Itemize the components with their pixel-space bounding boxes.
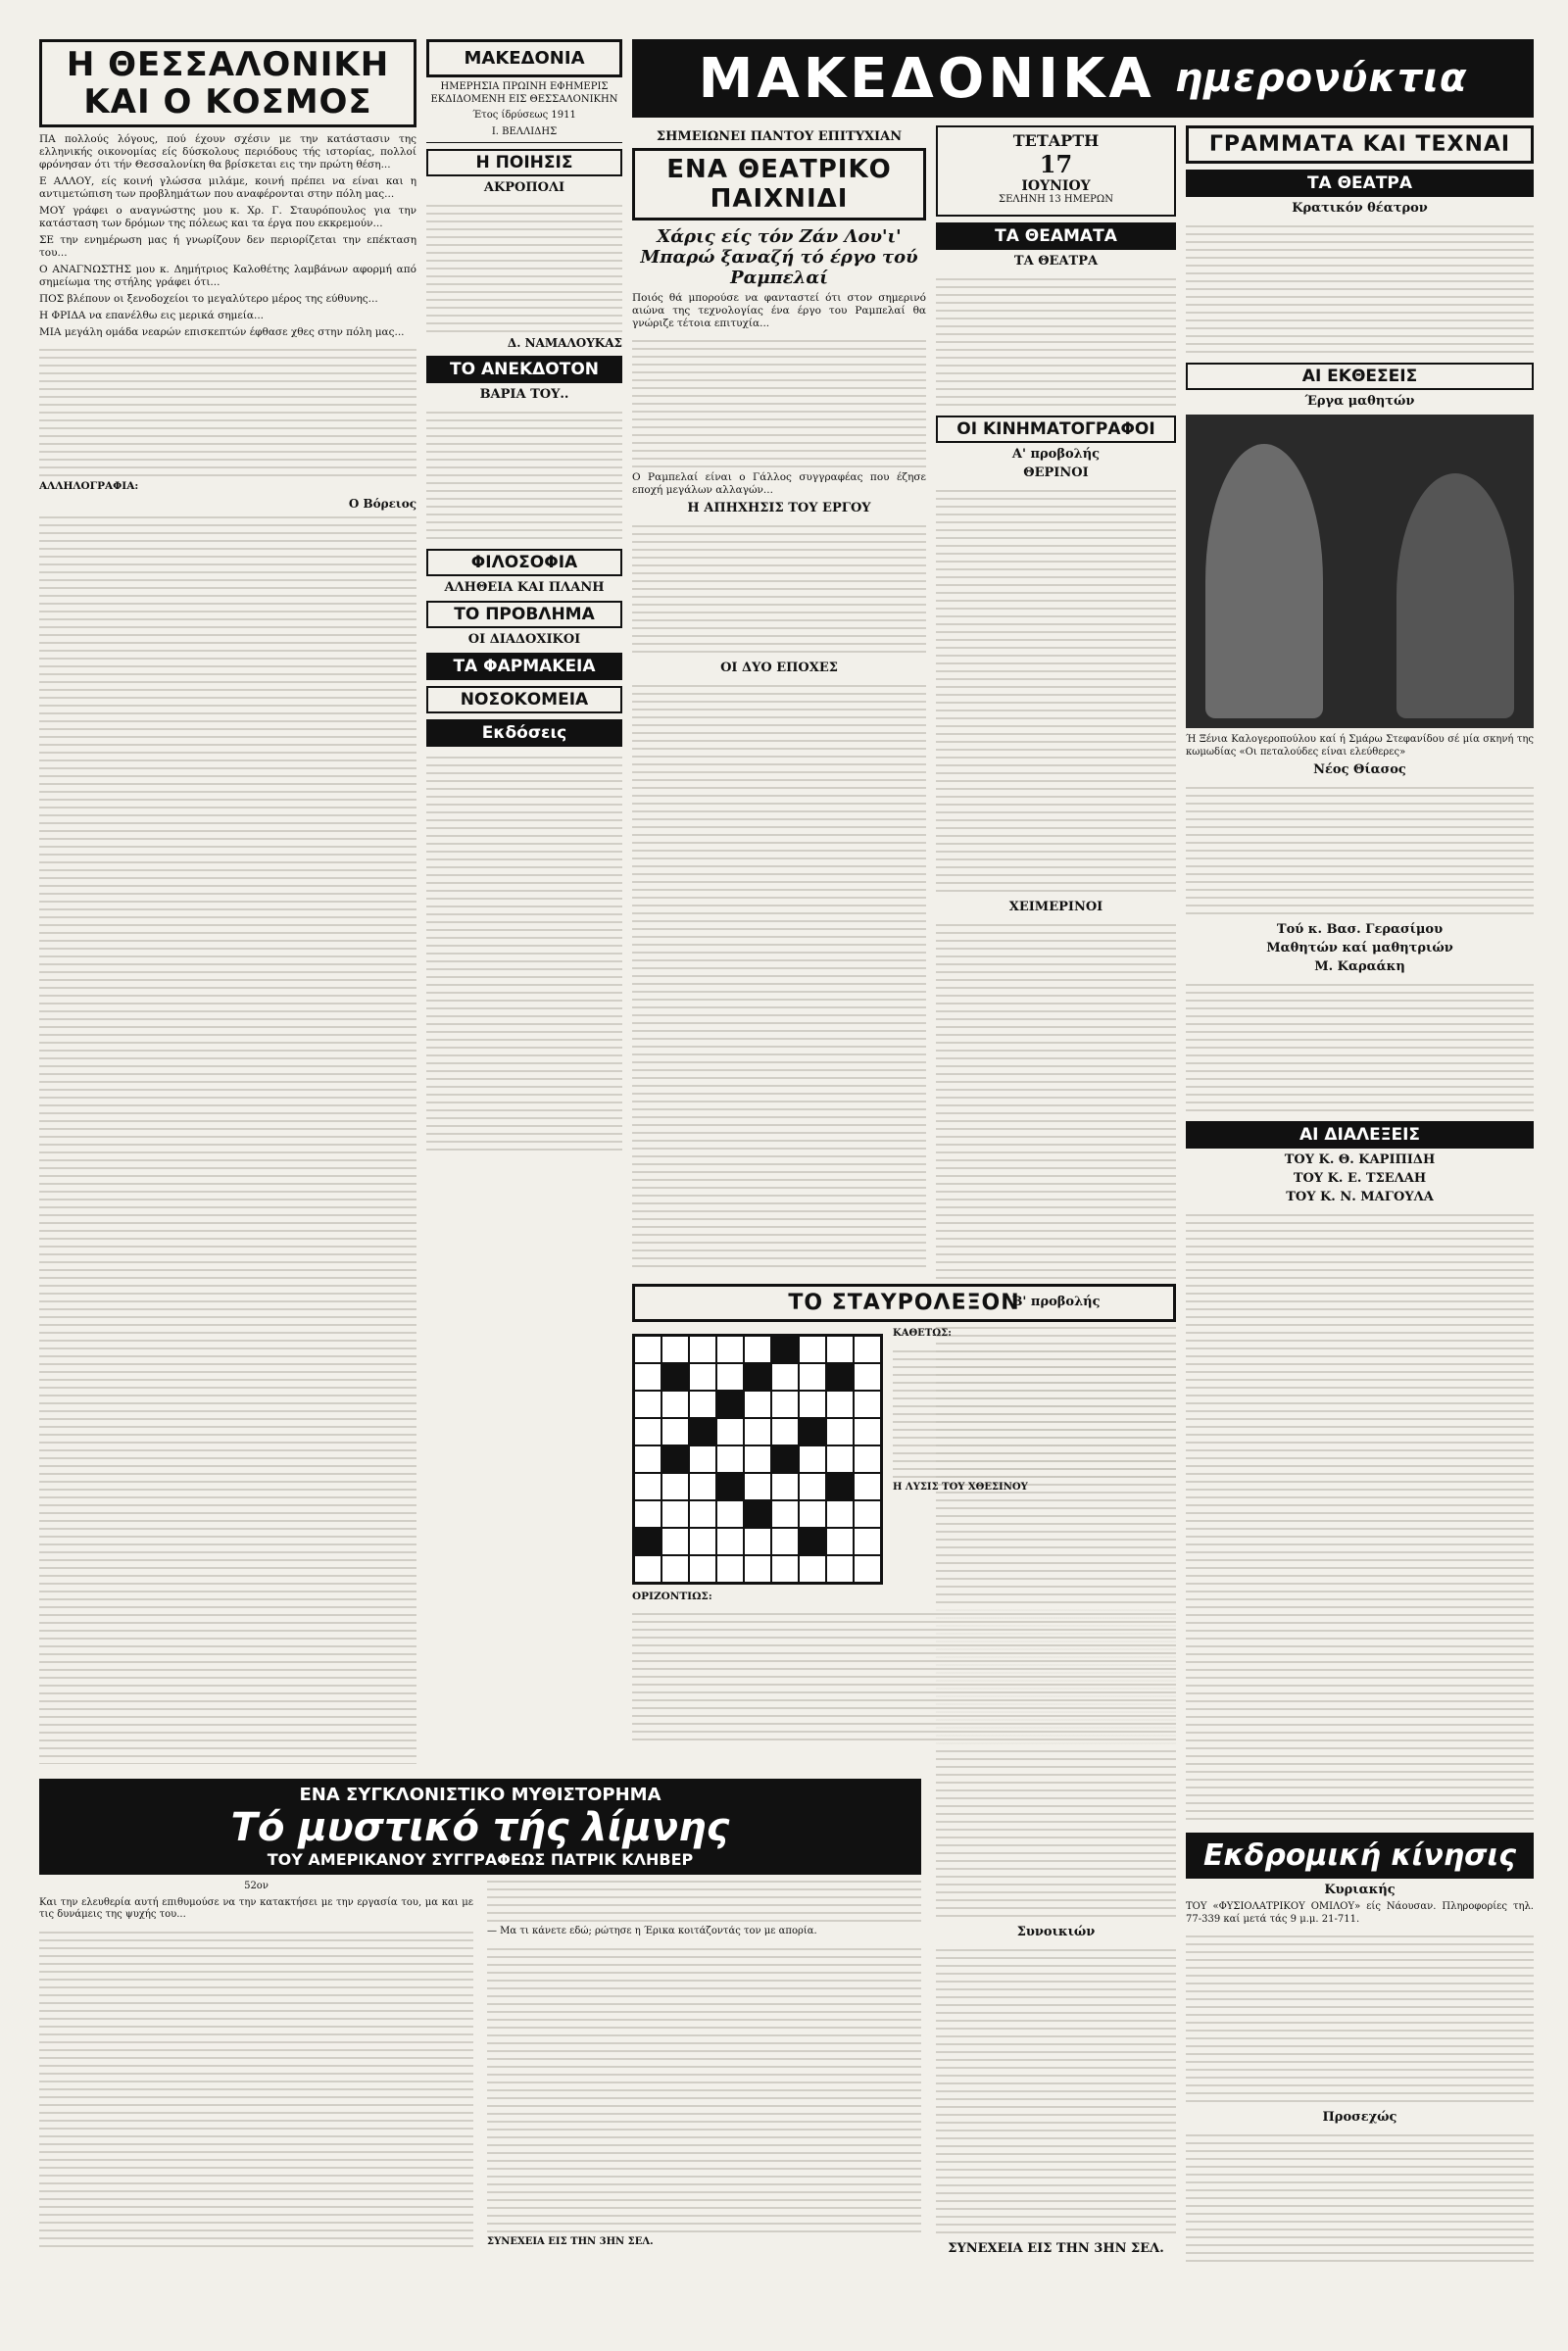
left-column [39, 39, 416, 1764]
crossword-cell [716, 1336, 744, 1363]
crossword-cell [662, 1555, 689, 1583]
crossword-cell [689, 1336, 716, 1363]
crossword-vertical-clues [893, 1345, 1176, 1482]
crossword-cell [854, 1336, 881, 1363]
crossword-cell [662, 1391, 689, 1418]
theatre-kicker: ΣΗΜΕΙΩΝΕΙ ΠΑΝΤΟΥ ΕΠΙΤΥΧΙΑΝ [656, 129, 903, 144]
date-num: 17 [1039, 150, 1073, 178]
crossword-cell [799, 1363, 826, 1391]
crossword-cell [634, 1445, 662, 1473]
crossword-cell [634, 1473, 662, 1500]
theatre-text-block [632, 334, 926, 471]
poet-name: Δ. ΝΑΜΑΛΟΥΚΑΣ [507, 336, 622, 350]
crossword-cell [662, 1445, 689, 1473]
summer-label: ΘΕΡΙΝΟΙ [1023, 465, 1089, 480]
summer-cinema-list [936, 484, 1176, 896]
crossword-cell [744, 1473, 771, 1500]
crossword-cell [799, 1418, 826, 1445]
crossword-cell [826, 1473, 854, 1500]
poetry-title: ΑΚΡΟΠΟΛΙ [483, 180, 565, 195]
masthead-sub: ημερονύκτια [1174, 56, 1468, 101]
crossword-cell [771, 1336, 799, 1363]
crossword-cell [716, 1528, 744, 1555]
makedonia-publisher: Ι. ΒΕΛΛΙΔΗΣ [491, 125, 558, 137]
left-para-7: Η ΦΡΙΔΑ να επανέλθω εις μερικά σημεία... [39, 310, 265, 321]
theatre-text-block-2 [632, 519, 926, 657]
makedonia-est: Έτος ίδρύσεως 1911 [472, 110, 576, 121]
crossword-cell [634, 1500, 662, 1528]
excursions-sunday: Κυριακής [1324, 1883, 1396, 1897]
crossword-cell [689, 1445, 716, 1473]
crossword-cell [662, 1336, 689, 1363]
arts-theatre-text [1186, 220, 1534, 357]
theatre-subhead-2: Η ΑΠΗΧΗΣΙΣ ΤΟΥ ΕΡΓΟΥ [687, 501, 871, 515]
anecdote-head: ΤΟ ΑΝΕΚΔΟΤΟΝ [426, 356, 622, 383]
crossword-cell [771, 1500, 799, 1528]
serial-continued: ΣΥΝΕΧΕΙΑ ΕΙΣ ΤΗΝ 3ΗΝ ΣΕΛ. [487, 2235, 654, 2247]
left-para-2: Ε ΑΛΛΟΥ, είς κοινή γλώσσα μιλάμε, κοινή πρέπει να είναι και η αντιμετώπιση των προβλημάτων που αναφέρονται στην πόλη μας... [39, 175, 416, 200]
masthead [632, 39, 1534, 118]
crossword-cell [634, 1418, 662, 1445]
crossword-cell [716, 1445, 744, 1473]
lectures-head: ΑΙ ΔΙΑΛΕΞΕΙΣ [1186, 1121, 1534, 1149]
crossword-solution-label: Η ΛΥΣΙΣ ΤΟΥ ΧΘΕΣΙΝΟΥ [893, 1481, 1028, 1493]
problem-head: ΤΟ ΠΡΟΒΛΗΜΑ [426, 601, 622, 628]
crossword-cell [689, 1528, 716, 1555]
crossword-cell [662, 1500, 689, 1528]
crossword-cell [771, 1391, 799, 1418]
theatre-text-block-3 [632, 679, 926, 1272]
crossword-cell [634, 1391, 662, 1418]
crossword-cell [854, 1473, 881, 1500]
left-title: Η ΘΕΣΣΑΛΟΝΙΚΗ ΚΑΙ Ο ΚΟΣΜΟΣ [39, 39, 416, 127]
neighborhood-label: Συνοικιών [1016, 1924, 1096, 1939]
poetry-text [426, 199, 622, 336]
serial-header [39, 1779, 921, 1875]
crossword-cell [634, 1363, 662, 1391]
serial-top: ΕΝΑ ΣΥΓΚΛΟΝΙΣΤΙΚΟ ΜΥΘΙΣΤΟΡΗΜΑ [299, 1785, 662, 1805]
crossword-cell [634, 1528, 662, 1555]
crossword-cell [744, 1418, 771, 1445]
listings-column [936, 125, 1176, 2330]
crossword-cell [662, 1473, 689, 1500]
serial-body-1: Και την ελευθερία αυτή επιθυμούσε να την κατακτήσει με την εργασία του, μα και με τις δυνάμεις της ψυχής του... [39, 1896, 473, 1920]
crossword-cell [744, 1555, 771, 1583]
date-day: ΤΕΤΑΡΤΗ [1012, 131, 1100, 150]
crossword-horizontal-clues [632, 1607, 1176, 1744]
crossword-cell [662, 1418, 689, 1445]
arts-theatre-head: ΤΑ ΘΕΑΤΡΑ [1186, 170, 1534, 197]
crossword-cell [854, 1528, 881, 1555]
crossword-cell [799, 1391, 826, 1418]
winter-label: ΧΕΙΜΕΡΙΝΟΙ [1008, 899, 1103, 914]
crossword-cell [689, 1473, 716, 1500]
crossword-cell [771, 1445, 799, 1473]
crossword-cell [771, 1363, 799, 1391]
serial-author: ΤΟΥ ΑΜΕΡΙΚΑΝΟΥ ΣΥΓΓΡΑΦΕΩΣ ΠΑΤΡΙΚ ΚΛΗΒΕΡ [267, 1850, 694, 1869]
left-para-5: Ο ΑΝΑΓΝΩΣΤΗΣ μου κ. Δημήτριος Καλοθέτης λαμβάνων αφορμή από σημείωμα της στήλης γράφει ότι... [39, 264, 416, 288]
masthead-title: ΜΑΚΕΔΟΝΙΚΑ [698, 46, 1155, 111]
left-para-1: ΠΑ πολλούς λόγους, πού έχουν σχέσιν με την κατάστασιν της ελληνικής οικονομίας είς δύσκολους περιόδους τής ιστορίας, πολλοί φρόνησαν ότι τήν Θεσσαλονίκη θα βρίσκεται εις την πρώτη θέση... [39, 133, 416, 171]
crossword-cell [634, 1555, 662, 1583]
date-info: ΣΕΛΗΝΗ 13 ΗΜΕΡΩΝ [999, 194, 1113, 205]
philosophy-title: ΑΛΗΘΕΙΑ ΚΑΙ ΠΛΑΝΗ [444, 580, 605, 595]
crossword-cell [634, 1336, 662, 1363]
divider [426, 142, 622, 143]
crossword-cell [689, 1555, 716, 1583]
crossword-cell [826, 1336, 854, 1363]
date-month: ΙΟΥΝΙΟΥ [1021, 178, 1091, 194]
arts-head: ΓΡΑΜΜΑΤΑ ΚΑΙ ΤΕΧΝΑΙ [1186, 125, 1534, 164]
crossword-cell [771, 1528, 799, 1555]
crossword-cell [826, 1391, 854, 1418]
crossword-cell [826, 1445, 854, 1473]
photo-caption: Ή Ξένια Καλογεροπούλου καί ή Σμάρω Στεφανίδου σέ μία σκηνή της κωμωδίας «Οι πεταλούδες είναι ελεύθερες» [1186, 734, 1534, 758]
crossword-cell [744, 1500, 771, 1528]
crossword-cell [854, 1391, 881, 1418]
makedonia-column [426, 39, 622, 1156]
arts-theatre-sub: Κρατικόν θέατρον [1292, 201, 1428, 216]
serial-part: 52ον [244, 1881, 269, 1891]
exhibitions-sub: Έργα μαθητών [1304, 394, 1415, 409]
crossword-cell [826, 1418, 854, 1445]
theatre-body-2: Ο Ραμπελαί είναι ο Γάλλος συγγραφέας που έζησε εποχή μεγάλων αλλαγών... [632, 471, 926, 496]
anecdote-title: ΒΑΡΙΑ ΤΟΥ.. [479, 387, 569, 402]
crossword-cell [716, 1500, 744, 1528]
crossword-cell [662, 1363, 689, 1391]
crossword-cell [799, 1500, 826, 1528]
exhibits-text [1186, 978, 1534, 1115]
exhibitions-head: ΑΙ ΕΚΘΕΣΕΙΣ [1186, 363, 1534, 390]
anecdote-text [426, 406, 622, 543]
left-text-filler [39, 511, 416, 1764]
crossword-cell [799, 1473, 826, 1500]
crossword-head: ΤΟ ΣΤΑΥΡΟΛΕΞΟΝ [632, 1284, 1176, 1322]
second-run-label: Β' προβολής [1011, 1294, 1101, 1309]
crossword-cell [854, 1500, 881, 1528]
crossword-cell [744, 1445, 771, 1473]
crossword-cell [744, 1336, 771, 1363]
crossword-grid [632, 1334, 883, 1585]
crossword-cell [799, 1445, 826, 1473]
crossword-cell [826, 1555, 854, 1583]
gerasimou-exhibit: Τού κ. Βασ. Γερασίμου [1276, 922, 1444, 937]
arts-column [1186, 125, 1534, 1826]
serial-text-block-2 [487, 1942, 921, 2236]
crossword-cell [826, 1363, 854, 1391]
serial-body-2: — Μα τι κάνετε εδώ; ρώτησε η Έρικα κοιτάζοντάς τον με απορία. [487, 1926, 817, 1937]
crossword-cell [689, 1418, 716, 1445]
crossword-cell [716, 1555, 744, 1583]
crossword-cell [689, 1391, 716, 1418]
crossword-cell [716, 1391, 744, 1418]
theatre-article [632, 125, 926, 1272]
crossword-cell [771, 1555, 799, 1583]
crossword-cell [799, 1336, 826, 1363]
new-troupe: Νέος Θίασος [1313, 762, 1406, 777]
crossword-horizontal-label: ΟΡΙΖΟΝΤΙΩΣ: [632, 1591, 712, 1602]
crossword-cell [744, 1528, 771, 1555]
shows-head: ΤΑ ΘΕΑΜΑΤΑ [936, 222, 1176, 250]
crossword-cell [716, 1418, 744, 1445]
publications-head: Εκδόσεις [426, 719, 622, 747]
excursions [1186, 1833, 1534, 2332]
stage-photo [1186, 415, 1534, 728]
pharmacies-head: ΤΑ ΦΑΡΜΑΚΕΙΑ [426, 653, 622, 680]
shows-theatre-list [936, 272, 1176, 410]
shows-theatres: ΤΑ ΘΕΑΤΡΑ [1013, 253, 1099, 269]
crossword-cell [854, 1445, 881, 1473]
excursions-body: ΤΟΥ «ΦΥΣΙΟΛΑΤΡΙΚΟΥ ΟΜΙΛΟΥ» είς Νάουσαν. Πληροφορίες τηλ. 77-339 καί μετά τάς 9 μ.μ. 21-711. [1186, 1901, 1534, 1925]
left-para-4: ΣΕ την ενημέρωση μας ή γνωρίζουν δεν περιορίζεται την επέκταση του... [39, 234, 416, 259]
left-text-block [39, 343, 416, 480]
philosophy-head: ΦΙΛΟΣΟΦΙΑ [426, 549, 622, 576]
crossword-cell [716, 1473, 744, 1500]
crossword-cell [744, 1391, 771, 1418]
first-run-label: Α' προβολής [1011, 446, 1101, 462]
crossword-cell [716, 1363, 744, 1391]
crossword-cell [744, 1363, 771, 1391]
crossword-cell [799, 1528, 826, 1555]
publications-text [426, 751, 622, 1156]
left-signature: Ο Βόρειος [348, 497, 416, 511]
crossword-cell [771, 1418, 799, 1445]
problem-title: ΟΙ ΔΙΑΔΟΧΙΚΟΙ [467, 632, 581, 647]
winter-cinema-list [936, 918, 1176, 1291]
continued-label: ΣΥΝΕΧΕΙΑ ΕΙΣ ΤΗΝ 3ΗΝ ΣΕΛ. [948, 2240, 1164, 2256]
excursions-text-2 [1186, 2129, 1534, 2266]
crossword-vertical-label: ΚΑΘΕΤΩΣ: [893, 1328, 952, 1339]
lectures-text [1186, 1208, 1534, 1826]
crossword-cell [854, 1363, 881, 1391]
neighborhood-list [936, 1943, 1176, 2237]
new-troupe-text [1186, 781, 1534, 918]
students-exhibit: Μαθητών καί μαθητριών [1266, 941, 1453, 955]
crossword-cell [771, 1473, 799, 1500]
serial-title: Τό μυστικό τής λίμνης [230, 1805, 730, 1850]
theatre-subhead: Χάρις είς τόν Ζάν Λου'ι' Μπαρώ ξαναζή τό έργο τού Ραμπελαί [640, 226, 918, 288]
makedonia-logo: ΜΑΚΕΔΟΝΙΑ [426, 39, 622, 77]
left-footer-label: ΑΛΛΗΛΟΓΡΑΦΙΑ: [39, 480, 139, 492]
excursions-text [1186, 1930, 1534, 2106]
lecture-2: ΤΟΥ Κ. Ε. ΤΣΕΛΑΗ [1293, 1171, 1427, 1186]
left-para-8: ΜΙΑ μεγάλη ομάδα νεαρών επισκεπτών έφθασε χθες στην πόλη μας... [39, 326, 405, 338]
theatre-headline: ΕΝΑ ΘΕΑΤΡΙΚΟ ΠΑΙΧΝΙΔΙ [632, 148, 926, 220]
excursions-upcoming: Προσεχώς [1322, 2110, 1397, 2125]
theatre-body-1: Ποιός θά μπορούσε να φανταστεί ότι στον σημερινό αιώνα της τεχνολογίας ένα έργο του Ραμπελαί θα γνώριζε τέτοια επιτυχία... [632, 292, 926, 329]
hospitals-head: ΝΟΣΟΚΟΜΕΙΑ [426, 686, 622, 713]
left-para-6: ΠΟΣ βλέπουν οι ξενοδοχείοι το μεγαλύτερο μέρος της εύθυνης... [39, 293, 378, 305]
theatre-subhead-3: ΟΙ ΔΥΟ ΕΠΟΧΕΣ [720, 661, 838, 675]
lecture-1: ΤΟΥ Κ. Θ. ΚΑΡΙΠΙΔΗ [1284, 1152, 1436, 1167]
crossword-cell [854, 1418, 881, 1445]
crossword [632, 1284, 1176, 1695]
date-block [936, 125, 1176, 217]
left-para-3: ΜΟΥ γράφει ο αναγνώστης μου κ. Χρ. Γ. Σταυρόπουλος για την κατάσταση των δρόμων της πόλεως και τα έργα που εκκρεμούν... [39, 205, 416, 229]
crossword-cell [799, 1555, 826, 1583]
makedonia-sub: ΗΜΕΡΗΣΙΑ ΠΡΩΙΝΗ ΕΦΗΜΕΡΙΣ ΕΚΔΙΔΟΜΕΝΗ ΕΙΣ ΘΕΣΣΑΛΟΝΙΚΗΝ [430, 81, 618, 105]
karaaki-exhibit: Μ. Καραάκη [1314, 959, 1405, 974]
crossword-cell [854, 1555, 881, 1583]
crossword-cell [826, 1500, 854, 1528]
cinemas-head: ΟΙ ΚΙΝΗΜΑΤΟΓΡΑΦΟΙ [936, 416, 1176, 443]
crossword-cell [689, 1363, 716, 1391]
crossword-cell [826, 1528, 854, 1555]
poetry-head: Η ΠΟΙΗΣΙΣ [426, 149, 622, 176]
lecture-3: ΤΟΥ Κ. Ν. ΜΑΓΟΥΛΑ [1286, 1190, 1434, 1204]
excursions-head: Εκδρομική κίνησις [1186, 1833, 1534, 1879]
crossword-cell [662, 1528, 689, 1555]
crossword-cell [689, 1500, 716, 1528]
serial-novel [39, 1779, 921, 2327]
